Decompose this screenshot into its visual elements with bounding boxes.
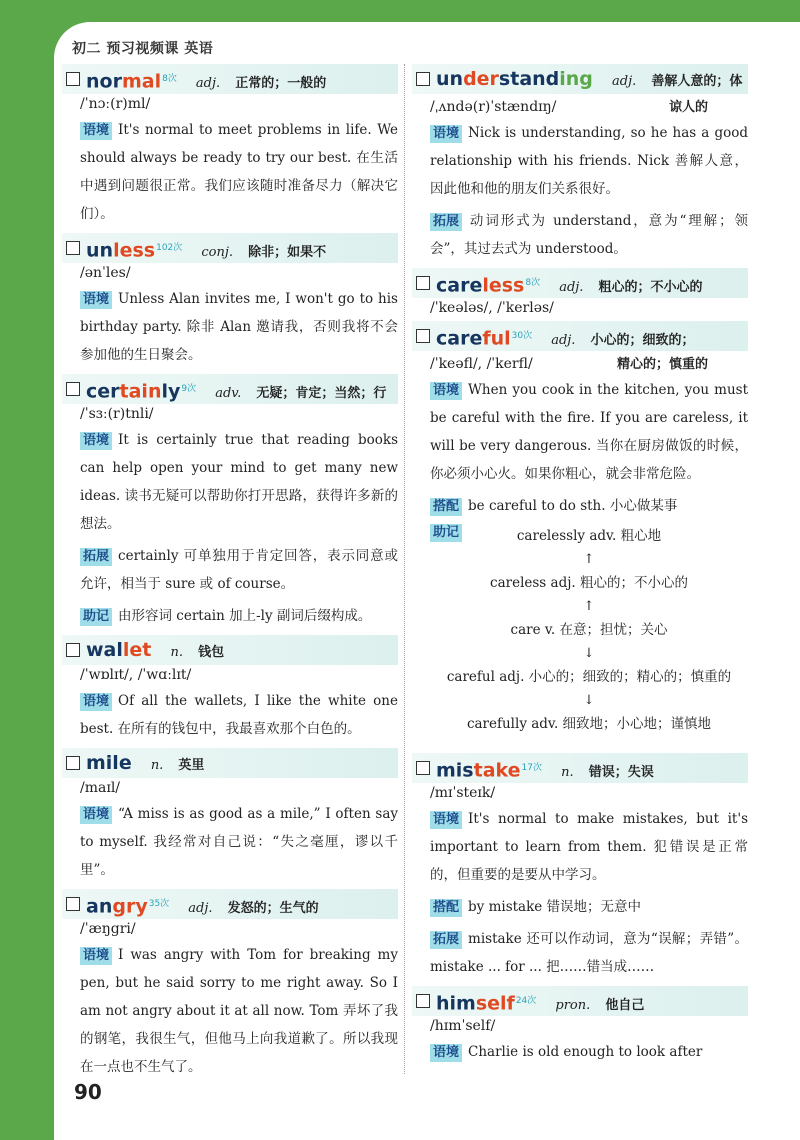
meaning: 英里 (178, 758, 205, 773)
phonetic: /maɪl/ (80, 780, 121, 796)
context-paragraph: 语境 Charlie is old enough to look after (430, 1038, 748, 1066)
context-tag: 语境 (430, 1044, 462, 1062)
phonetic: /ˈwɒlɪt/, /ˈwɑːlɪt/ (80, 667, 192, 683)
context-tag: 语境 (80, 806, 112, 824)
headword-bar (62, 635, 398, 665)
expand-tag: 拓展 (80, 548, 112, 566)
page-header: 初二 预习视频课 英语 (72, 41, 214, 57)
left-column (62, 64, 398, 1086)
phonetic: /ˈkeəfl/, /ˈkerfl/ (430, 356, 533, 372)
context-paragraph: 语境 Of all the wallets, I like the white one best. 在所有的钱包中，我最喜欢那个白色的。 (80, 693, 398, 737)
frequency-count: 8次 (525, 278, 541, 288)
headword: normal (86, 70, 162, 93)
context-tag: 语境 (80, 947, 112, 965)
frequency-count: 17次 (521, 763, 542, 773)
checkbox[interactable] (66, 382, 80, 396)
context-tag: 语境 (80, 122, 112, 140)
checkbox[interactable] (416, 761, 430, 775)
chain-word-carelessly: carelessly adv. 粗心地 (516, 528, 662, 544)
phonetic: /ˌʌndə(r)ˈstændɪŋ/ (430, 99, 557, 115)
part-of-speech: adj. (612, 74, 637, 89)
part-of-speech: pron. (555, 998, 591, 1014)
up-arrow-icon: ↑ (583, 552, 595, 567)
headword-bar (412, 321, 748, 351)
frequency-count: 102次 (156, 243, 183, 253)
checkbox[interactable] (416, 329, 430, 343)
expand-tag: 拓展 (430, 213, 462, 231)
context-paragraph: 语境 Unless Alan invites me, I won't go to his birthday party. 除非 Alan 邀请我，否则我将不会参加他的生日聚会。 (80, 291, 398, 363)
headword-bar (62, 374, 398, 404)
context-tag: 语境 (430, 382, 462, 400)
meaning: 他自己 (605, 998, 645, 1014)
expand-paragraph: 拓展 certainly 可单独用于肯定回答，表示同意或允许，相当于 sure 或 of course。 (80, 548, 398, 592)
headword-bar (412, 64, 748, 94)
expand-paragraph: 拓展 动词形式为 understand，意为“理解；领会”，其过去式为 understood。 (430, 213, 748, 257)
context-tag: 语境 (430, 811, 462, 829)
phonetic: /ˈnɔː(r)ml/ (80, 96, 151, 112)
meaning: 善解人意的；体 (651, 74, 743, 89)
meaning: 发怒的；生气的 (227, 901, 319, 917)
context-paragraph: 语境 It is certainly true that reading books can help open your mind to get many new ideas. 读书无疑可以帮助你打开思路，获得许多新的想法。 (80, 432, 398, 532)
frequency-count: 9次 (181, 384, 197, 394)
entry-careless (412, 268, 748, 316)
entry-careful (412, 321, 748, 748)
chain-word-careless: careless adj. 粗心的；不小心的 (490, 575, 688, 591)
frequency-count: 35次 (148, 899, 170, 909)
part-of-speech: n. (150, 758, 164, 773)
chain-word-carefully: carefully adv. 细致地；小心地；谨慎地 (466, 716, 712, 732)
context-tag: 语境 (430, 125, 462, 143)
meaning: 正常的；一般的 (235, 76, 327, 92)
frequency-count: 24次 (515, 996, 537, 1006)
context-paragraph: 语境 It's normal to meet problems in life. We should always be ready to try our best. 在生活中遇到问题很正常。我们应该随时准备尽力（解决它们）。 (80, 122, 398, 222)
headword: mistake (436, 759, 521, 782)
phonetic: /ˈsɜː(r)tnli/ (80, 406, 154, 422)
frequency-count: 8次 (162, 74, 177, 84)
headword-bar (62, 233, 398, 263)
meaning: 错误；失误 (588, 765, 654, 781)
headword-bar (62, 889, 398, 919)
mnemonic-paragraph: 助记 由形容词 certain 加上-ly 副词后缀构成。 (80, 602, 398, 630)
part-of-speech: adj. (188, 901, 213, 917)
headword-bar (62, 748, 398, 778)
page-number: 90 (74, 1080, 102, 1104)
context-tag: 语境 (80, 291, 112, 309)
part-of-speech: n. (170, 645, 183, 660)
chain-word-care: care v. 在意；担忧；关心 (510, 622, 668, 638)
entry-mistake (412, 753, 748, 981)
entry-mile (62, 748, 398, 884)
down-arrow-icon: ↓ (583, 646, 595, 661)
headword-bar (412, 753, 748, 783)
part-of-speech: adv. (215, 386, 242, 402)
headword: unless (86, 239, 156, 262)
context-paragraph: 语境 When you cook in the kitchen, you must be careful with the fire. If you are careless, it will be very dangerous. 当你在厨房做饭的时候，你必须小心火。如果你粗心，就会非常危险。 (430, 382, 748, 482)
mnemonic-tag: 助记 (80, 608, 112, 626)
entry-angry (62, 889, 398, 1081)
checkbox[interactable] (66, 756, 80, 770)
collocation-tag: 搭配 (430, 498, 462, 516)
entry-unless (62, 233, 398, 369)
down-arrow-icon: ↓ (583, 693, 595, 708)
meaning: 无疑；肯定；当然；行 (256, 386, 387, 402)
checkbox[interactable] (416, 276, 430, 290)
meaning: 钱包 (198, 645, 225, 660)
mnemonic-tag: 助记 (430, 524, 462, 542)
collocation-tag: 搭配 (430, 899, 462, 917)
part-of-speech: adj. (559, 280, 584, 296)
context-paragraph: 语境 “A miss is as good as a mile,” I often say to myself. 我经常对自己说：“失之毫厘，谬以千里”。 (80, 806, 398, 878)
mnemonic-diagram (430, 524, 748, 748)
up-arrow-icon: ↑ (583, 599, 595, 614)
part-of-speech: conj. (201, 245, 234, 261)
collocation-paragraph: 搭配 be careful to do sth. 小心做某事 (430, 492, 748, 520)
headword: understanding (436, 68, 593, 90)
headword: wallet (86, 639, 152, 661)
entry-normal (62, 64, 398, 228)
meaning-continued: 谅人的 (668, 100, 708, 115)
checkbox[interactable] (66, 643, 80, 657)
part-of-speech: adj. (551, 333, 576, 349)
meaning: 粗心的；不小心的 (598, 280, 703, 296)
phonetic-row (430, 96, 748, 115)
word-family-chain (430, 524, 748, 736)
collocation-paragraph: 搭配 by mistake 错误地；无意中 (430, 893, 748, 921)
phonetic: /ˈkeələs/, /ˈkerləs/ (430, 300, 554, 316)
expand-paragraph: 拓展 mistake 还可以作动词，意为“误解；弄错”。mistake ... for ... 把……错当成…… (430, 931, 748, 975)
phonetic: /ˈæŋgri/ (80, 921, 136, 937)
context-tag: 语境 (80, 432, 112, 450)
part-of-speech: adj. (195, 76, 221, 92)
headword: careful (436, 327, 511, 350)
headword: mile (86, 752, 132, 774)
part-of-speech: n. (561, 765, 574, 781)
headword: angry (86, 895, 148, 918)
entry-wallet (62, 635, 398, 743)
headword-bar (62, 64, 398, 94)
expand-tag: 拓展 (430, 931, 462, 949)
phonetic-row (430, 353, 748, 372)
headword: himself (436, 992, 515, 1015)
chain-word-careful: careful adj. 小心的；细致的；精心的；慎重的 (446, 669, 732, 685)
checkbox[interactable] (66, 72, 80, 86)
meaning: 除非；如果不 (248, 245, 327, 261)
context-tag: 语境 (80, 693, 112, 711)
context-paragraph: 语境 Nick is understanding, so he has a good relationship with his friends. Nick 善解人意，因此他和他的朋友们关系很好。 (430, 125, 748, 197)
phonetic: /ənˈles/ (80, 265, 131, 281)
headword: careless (436, 274, 525, 297)
entry-understanding (412, 64, 748, 263)
phonetic: /hɪmˈself/ (430, 1018, 496, 1034)
entry-certainly (62, 374, 398, 630)
right-column (412, 64, 748, 1071)
checkbox[interactable] (416, 72, 430, 86)
column-divider (404, 64, 405, 1074)
meaning: 小心的；细致的； (590, 333, 695, 349)
phonetic: /mɪˈsteɪk/ (430, 785, 496, 801)
entry-himself (412, 986, 748, 1066)
checkbox[interactable] (66, 897, 80, 911)
headword-bar (412, 268, 748, 298)
frequency-count: 30次 (511, 331, 533, 341)
context-paragraph: 语境 I was angry with Tom for breaking my pen, but he said sorry to me right away. So I am not angry about it at all now. Tom 弄坏了我的钢笔，我很生气，但他马上向我道歉了。所以我现在一点也不生气了。 (80, 947, 398, 1075)
meaning-continued: 精心的；慎重的 (616, 357, 708, 372)
headword-bar (412, 986, 748, 1016)
checkbox[interactable] (416, 994, 430, 1008)
headword: certainly (86, 380, 181, 403)
checkbox[interactable] (66, 241, 80, 255)
context-paragraph: 语境 It's normal to make mistakes, but it's important to learn from them. 犯错误是正常的，但重要的是要从中学习。 (430, 811, 748, 883)
